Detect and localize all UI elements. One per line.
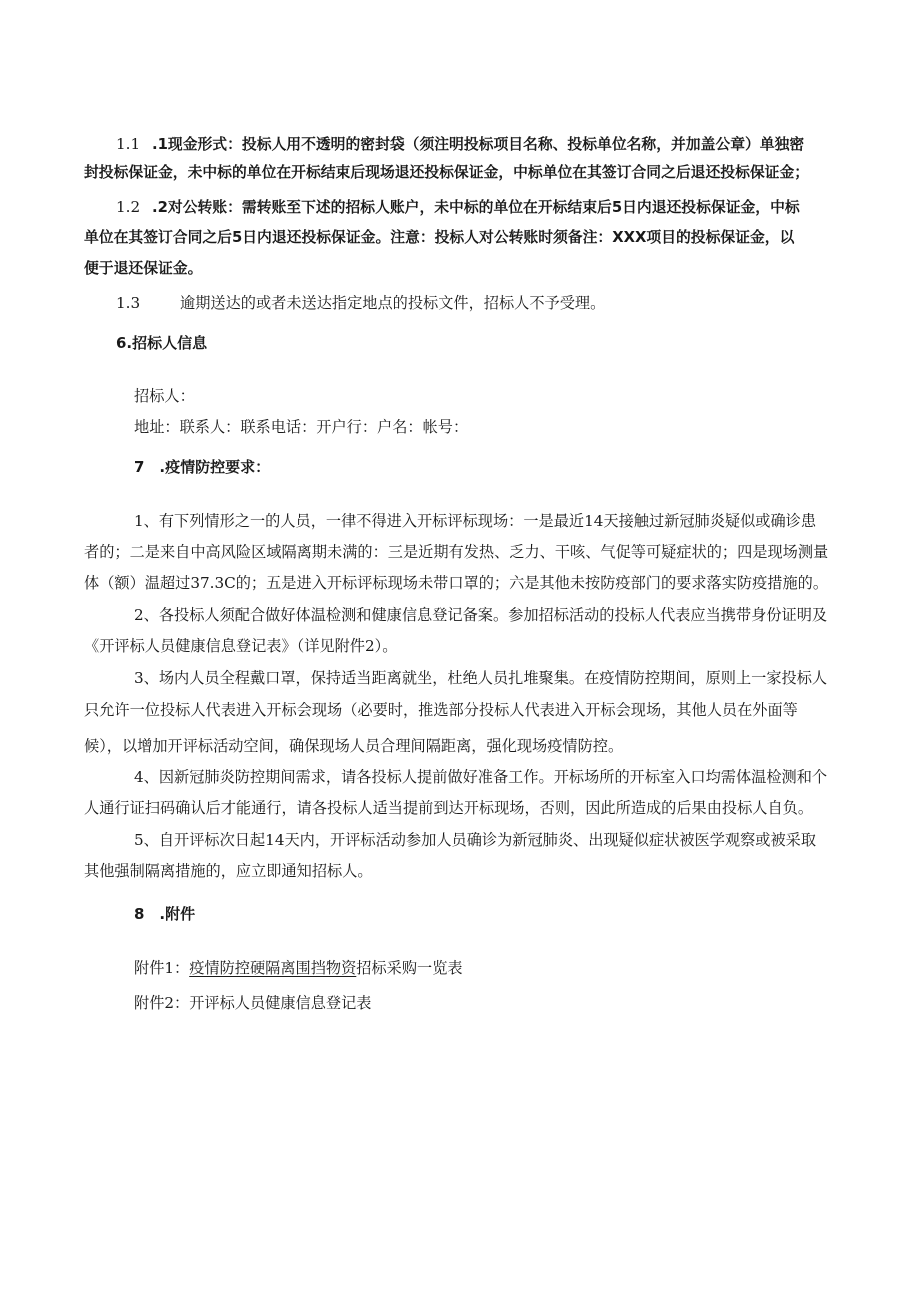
tenderer-label: 招标人：	[134, 387, 195, 405]
deposit-item-2-text: .2对公转账：需转账至下述的招标人账户，未中标的单位在开标结束后5日内退还投标保证金，中标	[152, 199, 800, 216]
section-6-title: 6.招标人信息	[116, 334, 208, 352]
epidemic-para-3-line-3: 候），以增加开评标活动空间，确保现场人员合理间隔距离，强化现场疫情防控。	[84, 737, 624, 755]
deposit-item-2-number: 1.2	[116, 198, 141, 216]
attachment-1	[134, 958, 463, 978]
attachment-2: 附件2：开评标人员健康信息登记表	[134, 994, 372, 1012]
deposit-item-1-text: .1现金形式：投标人用不透明的密封袋（须注明投标项目名称、投标单位名称，并加盖公章）单独密	[152, 136, 805, 153]
deposit-item-2-line-1	[116, 197, 800, 218]
section-8-title: 8 .附件	[134, 905, 196, 923]
epidemic-para-3-line-1: 3、场内人员全程戴口罩，保持适当距离就坐，杜绝人员扎堆聚集。在疫情防控期间，原则上一家投标人	[134, 669, 828, 687]
deposit-item-3-number: 1.3	[116, 294, 141, 312]
section-7-title: 7 .疫情防控要求：	[134, 458, 271, 476]
epidemic-para-4-line-1: 4、因新冠肺炎防控期间需求，请各投标人提前做好准备工作。开标场所的开标室入口均需体温检测和个	[134, 768, 828, 786]
epidemic-para-2-line-2: 《开评标人员健康信息登记表》（详见附件2）。	[84, 637, 398, 655]
epidemic-para-2-line-1: 2、各投标人须配合做好体温检测和健康信息登记备案。参加招标活动的投标人代表应当携带身份证明及	[134, 606, 828, 624]
epidemic-para-1-line-2: 者的；二是来自中高风险区域隔离期未满的：三是近期有发热、乏力、干咳、气促等可疑症状的；四是现场测量	[84, 543, 829, 561]
deposit-item-1-line-2: 封投标保证金，未中标的单位在开标结束后现场退还投标保证金，中标单位在其签订合同之后退还投标保证金；	[84, 164, 810, 181]
epidemic-para-4-line-2: 人通行证扫码确认后才能通行，请各投标人适当提前到达开标现场，否则，因此所造成的后果由投标人自负。	[84, 799, 813, 817]
epidemic-para-5-line-2: 其他强制隔离措施的，应立即通知招标人。	[84, 862, 373, 880]
deposit-item-3-text: 逾期送达的或者未送达指定地点的投标文件，招标人不予受理。	[180, 294, 606, 312]
tenderer-contact-info: 地址：联系人：联系电话：开户行：户名：帐号：	[134, 418, 469, 436]
deposit-item-1-line-1	[116, 134, 804, 155]
epidemic-para-3-line-2: 只允许一位投标人代表进入开标会现场（必要时，推选部分投标人代表进入开标会现场，其他人员在外面等	[84, 701, 798, 719]
attachment-1-link[interactable]: 疫情防控硬隔离围挡物资	[189, 959, 357, 977]
deposit-item-3	[116, 293, 605, 313]
deposit-item-2-line-3: 便于退还保证金。	[84, 260, 203, 277]
epidemic-para-1-line-3: 体（额）温超过37.3C的；五是进入开标评标现场未带口罩的；六是其他未按防疫部门的要求落实防疫措施的。	[84, 574, 829, 592]
attachment-1-prefix: 附件1：	[134, 959, 190, 977]
deposit-item-2-line-2: 单位在其签订合同之后5日内退还投标保证金。注意：投标人对公转账时须备注：XXX项目的投标保证金，以	[84, 229, 795, 246]
attachment-1-suffix: 招标采购一览表	[356, 959, 463, 977]
epidemic-para-1-line-1: 1、有下列情形之一的人员，一律不得进入开标评标现场：一是最近14天接触过新冠肺炎疑似或确诊患	[134, 512, 817, 530]
epidemic-para-5-line-1: 5、自开评标次日起14天内，开评标活动参加人员确诊为新冠肺炎、出现疑似症状被医学观察或被采取	[134, 831, 817, 849]
deposit-item-1-number: 1.1	[116, 135, 141, 153]
